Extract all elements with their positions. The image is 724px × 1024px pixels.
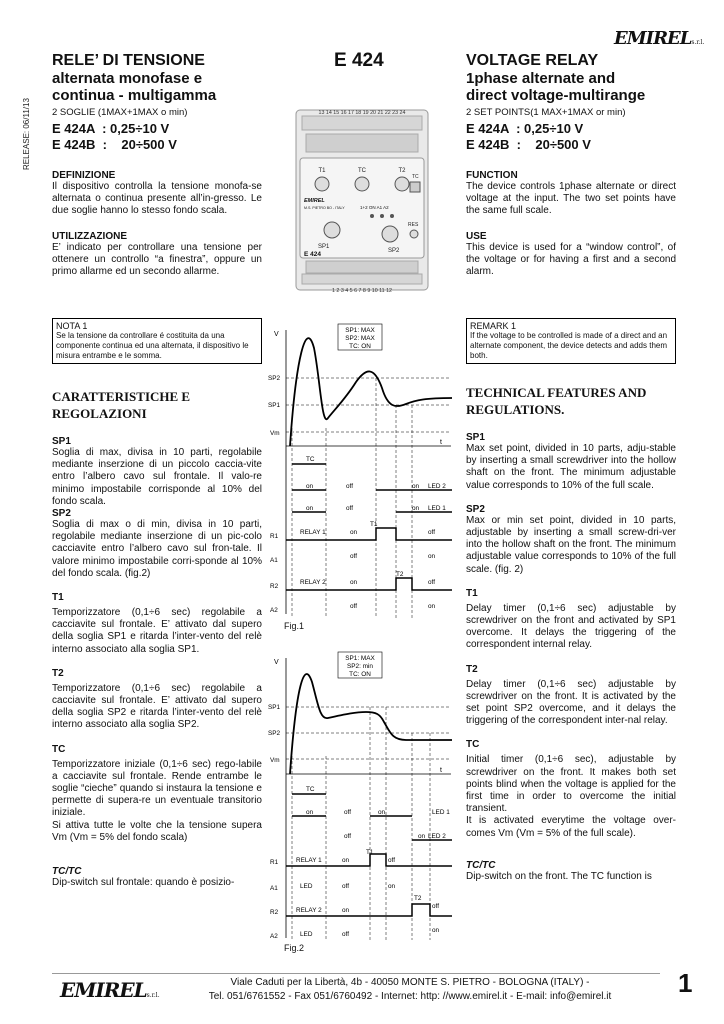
fig2-r1-label: R1 — [270, 859, 279, 866]
page-number: 1 — [678, 968, 693, 998]
en-t1-title: T1 — [466, 587, 478, 599]
fig2-led2-on: on — [418, 833, 426, 840]
fig2-t1-label: T1 — [366, 849, 374, 856]
en-function — [466, 170, 676, 278]
fig1-led2-label: LED 2 — [428, 483, 446, 490]
footer-address: Viale Caduti per la Libertà, 4b - 40050 MONTE S. PIETRO - BOLOGNA (ITALY) - — [230, 977, 590, 988]
fig1-a1-on: on — [428, 553, 436, 560]
fig2-a1-off: off — [342, 883, 349, 890]
fig1-led2-off: off — [346, 483, 353, 490]
italian-header — [52, 52, 262, 153]
fig2-a1-led: LED — [300, 883, 313, 890]
it-tc-title: TC — [52, 743, 66, 755]
en-t2-text: Delay timer (0,1÷6 sec) adjustable by screwdriver on the front. It is activated by the set point SP2 overcome, and it delays the triggering of the correspondent inter-nal relay. — [466, 678, 676, 727]
device-knob-t1-label: T1 — [318, 168, 326, 174]
fig2-a2-led: LED — [300, 931, 313, 938]
en-sp2-title: SP2 — [466, 503, 485, 515]
device-brand: EMIREL — [304, 198, 325, 204]
fig2-tc-label: TC — [306, 786, 315, 793]
brand-name: EMIREL — [614, 28, 692, 49]
it-def-text: Il dispositivo controlla la tensione monofa-se alternata o continua presente all’in-gresso. Le due soglie hanno lo stesso fondo scala. — [52, 181, 262, 217]
fig2-led2-off: off — [344, 833, 351, 840]
footer-brand-name: EMIREL — [60, 978, 147, 1002]
en-title-2: 1phase alternate and — [466, 70, 616, 87]
led-1-icon — [370, 214, 374, 218]
led-2-icon — [380, 214, 384, 218]
it-definition — [52, 170, 262, 278]
fig2-relay1-off: off — [388, 857, 395, 864]
fig1-led1-on-2: on — [412, 505, 420, 512]
en-title-3: direct voltage-multirange — [466, 87, 646, 104]
fig1-t2-label: T2 — [396, 571, 404, 578]
fig1-legend-3: TC: ON — [349, 343, 371, 350]
fig1-relay2-off: off — [428, 579, 435, 586]
it-tctc-title: TC/TC — [52, 866, 82, 878]
fig2-a2-on: on — [432, 927, 440, 934]
it-model-a: E 424A : 0,25÷10 V — [52, 121, 170, 136]
it-t2-text: Temporizzatore (0,1÷6 sec) regolabile a cacciavite sul frontale. E’ attivato dal supero della soglia SP2 e ritarda l’inter-vento del relè interno associato alla soglia SP2. — [52, 682, 262, 731]
model-title: E 424 — [334, 50, 384, 71]
it-model-b: E 424B : 20÷500 V — [52, 137, 177, 152]
it-sp2-text: Soglia di max o di min, divisa in 10 parti, regolabile mediante inserzione di un pic-colo cacciavite entro l’albero cavo sul fron-tale. Il valore minimo impostabile corri-sponde al 10% del fondo scala. (fig.2) — [52, 519, 262, 579]
device-illustration — [292, 106, 432, 294]
fig2-legend-1: SP1: MAX — [345, 655, 375, 662]
en-remark-text: If the voltage to be controlled is made of a direct and an alternate component, the device detects and adds them both. — [470, 331, 668, 360]
it-features-title-2: REGOLAZIONI — [52, 406, 147, 421]
tc-dip-switch[interactable] — [410, 182, 420, 192]
it-note-title: NOTA 1 — [56, 321, 88, 331]
english-header — [466, 52, 676, 153]
fig1-led1-on-1: on — [306, 505, 314, 512]
en-func-text: The device controls 1phase alternate or direct voltage at the input. The two set points have the same full scale. — [466, 181, 676, 217]
it-tctc-text: Dip-switch sul frontale: quando è posizio- — [52, 877, 235, 889]
device-top-terminals: 13 14 15 16 17 18 19 20 21 22 23 24 — [318, 110, 406, 116]
footer-brand-suffix: s.r.l. — [146, 992, 160, 999]
fig1-t-label: t — [440, 439, 442, 446]
device-knob-tc-label: TC — [358, 168, 366, 174]
fig2-sp1-label: SP1 — [268, 704, 281, 711]
fig2-t-label: t — [440, 767, 442, 774]
device-address: M.S. PIETRO BO - ITALY — [304, 206, 345, 210]
it-t1-text: Temporizzatore (0,1÷6 sec) regolabile a cacciavite sul frontale. E’ attivato dal supero della soglia SP1 e ritarda l’inter-vento del relè interno associato alla soglia SP1. — [52, 607, 262, 655]
en-remark-title: REMARK 1 — [470, 321, 517, 331]
en-tc-text: Initial timer (0,1÷6 sec), adjustable by screwdriver on the front. It makes both set points blind when the voltage is applied for the first time in order to overcome the initial transient. — [466, 754, 676, 815]
it-note-text: Se la tensione da controllare é costituita da una componente continua ed una alternata, il dispositivo le misura entrambe e le somma. — [56, 331, 249, 360]
fig1-sp2-label: SP2 — [268, 375, 281, 382]
en-sp2-text: Max or min set point, divided in 10 parts, adjustable by inserting a small screw-dri-ver into the hollow shaft on the front. The minimum adjustable value corresponds to 10% of the full scale. (fig. 2) — [466, 514, 676, 575]
fig2-relay2-on: on — [342, 907, 350, 914]
it-features — [52, 388, 262, 889]
fig1-relay1-off: off — [428, 529, 435, 536]
footer-divider — [52, 973, 660, 974]
device-bottom-terminal-block — [302, 274, 422, 284]
device-tc-dip-label: TC — [412, 174, 419, 180]
it-title-3: continua - multigamma — [52, 87, 217, 104]
led-3-icon — [390, 214, 394, 218]
fig1-led2-on-2: on — [412, 483, 420, 490]
device-top-terminal-block — [302, 116, 422, 130]
figure-2-timing-diagram — [266, 648, 466, 948]
fig2-a1-on: on — [388, 883, 396, 890]
en-setpoints: 2 SET POINTS(1 MAX+1MAX or min) — [466, 107, 626, 118]
fig1-a2-label: A2 — [270, 607, 278, 614]
footer-contacts: Tel. 051/6761552 - Fax 051/6760492 - Internet: http: //www.emirel.it - E-mail: info@emirel.it — [208, 991, 612, 1002]
en-title-1: VOLTAGE RELAY — [466, 52, 599, 69]
it-sp1-title: SP1 — [52, 436, 71, 447]
fig1-v-label: V — [274, 331, 279, 338]
fig1-r1-label: R1 — [270, 533, 279, 540]
device-res-label: RES — [408, 222, 419, 228]
it-tc-text: Temporizzatore iniziale (0,1÷6 sec) rego-labile a cacciavite sul frontale. Rende entrambe le soglie “cieche” quando si instaura la tensione e permette di supera-re un eventuale transitorio iniziale. — [52, 758, 262, 819]
it-def-title: DEFINIZIONE — [52, 170, 116, 181]
fig2-relay1-label: RELAY 1 — [296, 857, 322, 864]
reset-button-icon[interactable] — [410, 230, 418, 238]
fig2-t2-label: T2 — [414, 895, 422, 902]
knob-sp2-icon[interactable] — [382, 226, 398, 242]
en-func-title: FUNCTION — [466, 170, 518, 181]
it-tc-text2: Si attiva tutte le volte che la tensione supera Vm (Vm = 5% del fondo scala) — [52, 819, 262, 843]
fig2-sp2-label: SP2 — [268, 730, 281, 737]
fig1-relay1-label: RELAY 1 — [300, 529, 326, 536]
fig1-led1-label: LED 1 — [428, 505, 446, 512]
brand-logo-bottom — [60, 978, 160, 1002]
en-tctc-text: Dip-switch on the front. The TC function is — [466, 870, 652, 882]
device-model: E 424 — [304, 251, 321, 258]
fig2-a1-label: A1 — [270, 885, 278, 892]
it-use-text: E’ indicato per controllare una tensione per ottenere un controllo “a finestra”, oppure un primo allarme ed un secondo allarme. — [52, 241, 262, 278]
en-features — [466, 384, 676, 883]
en-t2-title: T2 — [466, 663, 478, 675]
en-features-title-2: REGULATIONS. — [466, 402, 565, 417]
fig2-legend-2: SP2: min — [347, 663, 373, 670]
en-features-title-1: TECHNICAL FEATURES AND — [466, 385, 647, 400]
fig1-r2-label: R2 — [270, 583, 279, 590]
fig2-led1-label: LED 1 — [432, 809, 450, 816]
en-use-text: This device is used for a “window control”, of the voltage or for having a first and a second alarm. — [466, 241, 676, 278]
brand-logo-top — [614, 28, 704, 49]
fig2-vm-label: Vm — [270, 757, 280, 764]
it-t2-title: T2 — [52, 667, 64, 679]
release-date: RELEASE: 06/11/13 — [22, 98, 31, 170]
fig1-relay1-on: on — [350, 529, 358, 536]
en-remark-box — [466, 318, 676, 364]
knob-t2-icon[interactable] — [395, 177, 409, 191]
device-top-clamp — [306, 134, 418, 152]
fig1-caption: Fig.1 — [284, 621, 305, 631]
fig1-t1-label: T1 — [370, 521, 378, 528]
fig1-led2-on-1: on — [306, 483, 314, 490]
device-bottom-clamp — [306, 261, 418, 273]
fig2-guide-lines — [292, 707, 430, 940]
fig1-voltage-curve — [290, 338, 452, 446]
fig2-led1-on-2: on — [378, 809, 386, 816]
it-t1-title: T1 — [52, 592, 64, 604]
it-features-title-1: CARATTERISTICHE E — [52, 389, 191, 404]
fig2-v-label: V — [274, 659, 279, 666]
it-use-title: UTILIZZAZIONE — [52, 230, 127, 242]
fig1-legend-1: SP1: MAX — [345, 327, 375, 334]
fig2-r2-label: R2 — [270, 909, 279, 916]
fig2-relay2-off: off — [432, 903, 439, 910]
fig2-legend-3: TC: ON — [349, 671, 371, 678]
en-tc-text2: It is activated everytime the voltage over-comes Vm (Vm = 5% of the full scale). — [466, 815, 676, 839]
fig2-relay1-on: on — [342, 857, 350, 864]
device-leds-label: 1+2 ON A1 A2 — [360, 205, 389, 210]
it-title-1: RELE’ DI TENSIONE — [52, 52, 205, 69]
fig1-sp1-label: SP1 — [268, 402, 281, 409]
en-model-a: E 424A : 0,25÷10 V — [466, 121, 584, 136]
fig1-relay2-label: RELAY 2 — [300, 579, 326, 586]
it-note-box — [52, 318, 262, 364]
en-model-b: E 424B : 20÷500 V — [466, 137, 591, 152]
en-sp1-title: SP1 — [466, 432, 485, 443]
knob-t1-icon[interactable] — [315, 177, 329, 191]
fig1-a1-off: off — [350, 553, 357, 560]
en-use-title: USE — [466, 230, 487, 242]
knob-sp1-icon[interactable] — [324, 222, 340, 238]
fig1-legend-2: SP2: MAX — [345, 335, 375, 342]
en-tctc-title: TC/TC — [466, 859, 496, 871]
en-t1-text: Delay timer (0,1÷6 sec) adjustable by screwdriver on the front and activated by SP1 overcome. It delays the triggering of the correspondent internal relay. — [466, 602, 676, 651]
en-tc-title: TC — [466, 739, 480, 751]
fig2-led1-on-1: on — [306, 809, 314, 816]
knob-tc-icon[interactable] — [355, 177, 369, 191]
fig1-led1-off: off — [346, 505, 353, 512]
fig1-vm-label: Vm — [270, 430, 280, 437]
fig2-relay2-label: RELAY 2 — [296, 907, 322, 914]
device-sp1-label: SP1 — [318, 244, 330, 250]
fig1-a2-on: on — [428, 603, 436, 610]
fig2-led1-off: off — [344, 809, 351, 816]
device-bottom-terminals: 1 2 3 4 5 6 7 8 9 10 11 12 — [332, 288, 392, 294]
fig1-a1-label: A1 — [270, 557, 278, 564]
it-setpoints: 2 SOGLIE (1MAX+1MAX o min) — [52, 107, 188, 118]
fig1-tc-label: TC — [306, 456, 315, 463]
fig2-caption: Fig.2 — [284, 943, 305, 953]
device-knob-t2-label: T2 — [398, 168, 406, 174]
it-sp1-text: Soglia di max, divisa in 10 parti, regolabile mediante inserzione di un piccolo caccia-vite entro l’albero cavo sul frontale. Il valo-re minimo impostabile corrisponde al 10% del fondo scala. — [52, 447, 262, 507]
it-title-2: alternata monofase e — [52, 70, 203, 87]
en-sp1-text: Max set point, divided in 10 parts, adju-stable by inserting a small screwdriver into the hollow shaft on the front. The minimum adjustable value corresponds to 10% of the full scale. — [466, 443, 676, 491]
fig2-a2-label: A2 — [270, 933, 278, 940]
device-sp2-label: SP2 — [388, 248, 400, 254]
fig1-a2-off: off — [350, 603, 357, 610]
it-sp2-title: SP2 — [52, 508, 71, 520]
brand-suffix: s.r.l. — [691, 39, 705, 46]
fig2-a2-off: off — [342, 931, 349, 938]
fig1-relay2-on: on — [350, 579, 358, 586]
fig2-led2-label: LED 2 — [428, 833, 446, 840]
figure-1-timing-diagram — [266, 318, 466, 634]
